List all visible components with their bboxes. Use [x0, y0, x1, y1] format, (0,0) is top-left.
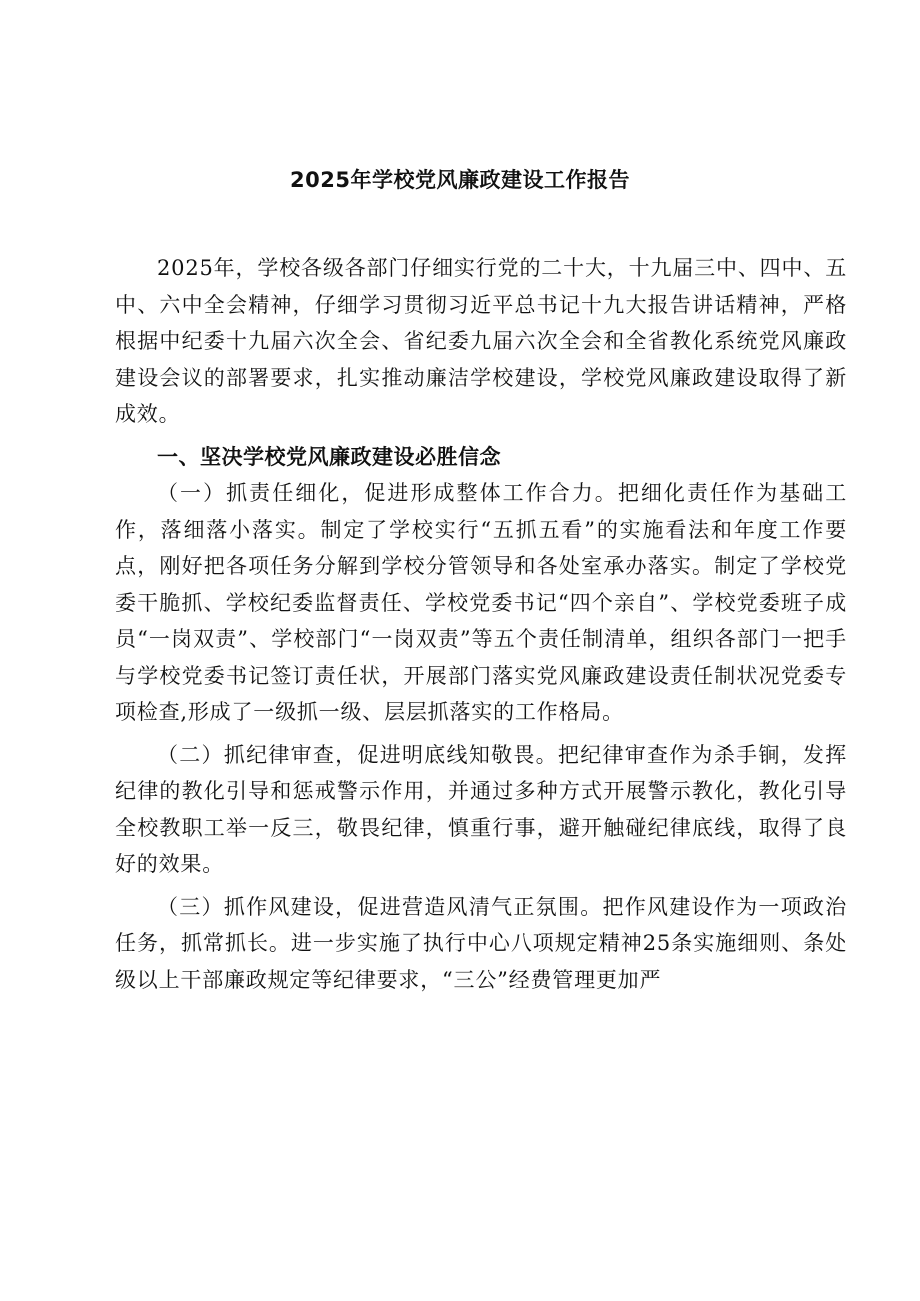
section-heading: 一、坚决学校党风廉政建设必胜信念	[157, 444, 501, 469]
document-body	[115, 250, 847, 998]
document-title: 2025年学校党风廉政建设工作报告	[290, 168, 630, 192]
paragraph-1: （一）抓责任细化，促进形成整体工作合力。把细化责任作为基础工作，落细落小落实。制定了学校实行“五抓五看”的实施看法和年度工作要点，刚好把各项任务分解到学校分管领导和各处室承办落实。制定了学校党委干脆抓、学校纪委监督责任、学校党委书记“四个亲自”、学校党委班子成员“一岗双责”、学校部门“一岗双责”等五个责任制清单，组织各部门一把手与学校党委书记签订责任状，开展部门落实党风廉政建设责任制状况党委专项检查,形成了一级抓一级、层层抓落实的工作格局。	[115, 481, 847, 724]
paragraph-3: （三）抓作风建设，促进营造风清气正氛围。把作风建设作为一项政治任务，抓常抓长。进一步实施了执行中心八项规定精神25条实施细则、条处级以上干部廉政规定等纪律要求，“三公”经费管理更加严	[115, 894, 847, 992]
paragraph-2: （二）抓纪律审查，促进明底线知敬畏。把纪律审查作为杀手锏，发挥纪律的教化引导和惩戒警示作用，并通过多种方式开展警示教化，教化引导全校教职工举一反三，敬畏纪律，慎重行事，避开触碰纪律底线，取得了良好的效果。	[115, 742, 847, 876]
intro-paragraph: 2025年，学校各级各部门仔细实行党的二十大，十九届三中、四中、五中、六中全会精神，仔细学习贯彻习近平总书记十九大报告讲话精神，严格根据中纪委十九届六次全会、省纪委九届六次全会和全省教化系统党风廉政建设会议的部署要求，扎实推动廉洁学校建设，学校党风廉政建设取得了新成效。	[115, 256, 847, 426]
